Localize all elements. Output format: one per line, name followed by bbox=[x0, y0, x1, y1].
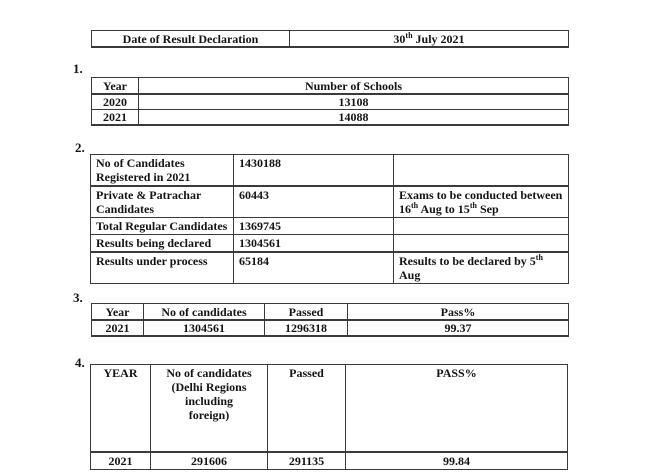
col-header-year: Year bbox=[92, 304, 144, 321]
passed-cell: 291135 bbox=[268, 452, 346, 470]
date-declaration-table bbox=[91, 30, 569, 48]
delhi-region-pass-table bbox=[90, 364, 568, 470]
col-header-year: Year bbox=[92, 78, 139, 95]
row-value-cell: 1430188 bbox=[234, 155, 394, 187]
table-header-row bbox=[92, 304, 569, 321]
table-row bbox=[92, 320, 569, 336]
year-cell: 2021 bbox=[92, 320, 144, 336]
date-declaration-label: Date of Result Declaration bbox=[92, 31, 290, 48]
date-value-text-rest: July 2021 bbox=[412, 31, 465, 46]
note-ordinal: th bbox=[411, 201, 419, 210]
col-header-pass-percent: Pass% bbox=[348, 304, 569, 321]
passed-cell: 1296318 bbox=[265, 320, 348, 336]
col-header-year: YEAR bbox=[91, 365, 151, 453]
date-declaration-value bbox=[290, 31, 569, 48]
col-header-number-of-schools: Number of Schools bbox=[139, 78, 569, 95]
row-value-cell: 60443 bbox=[234, 186, 394, 218]
schools-count-cell: 13108 bbox=[139, 94, 569, 110]
table-row bbox=[91, 452, 568, 470]
table-row bbox=[91, 155, 569, 187]
row-value-cell: 1304561 bbox=[234, 235, 394, 253]
year-cell: 2021 bbox=[92, 110, 139, 126]
section-4-number: 4. bbox=[75, 355, 85, 370]
table-row bbox=[92, 110, 569, 126]
table-header-row bbox=[91, 365, 568, 453]
section-2-number: 2. bbox=[75, 140, 85, 155]
candidates-cell: 1304561 bbox=[144, 320, 265, 336]
col-header-candidates-delhi-text: No of candidates (Delhi Regions including foreign) bbox=[166, 366, 252, 422]
pass-percent-cell: 99.84 bbox=[346, 452, 568, 470]
table-row bbox=[92, 31, 569, 48]
row-note-cell bbox=[394, 252, 569, 284]
row-note-cell bbox=[394, 155, 569, 187]
table-row bbox=[91, 252, 569, 284]
schools-count-cell: 14088 bbox=[139, 110, 569, 126]
section-1-number: 1. bbox=[73, 61, 83, 76]
table-row bbox=[92, 94, 569, 110]
note-ordinal: th bbox=[469, 201, 477, 210]
row-label-cell: Results under process bbox=[91, 252, 234, 284]
row-value-cell: 65184 bbox=[234, 252, 394, 284]
table-header-row bbox=[92, 78, 569, 95]
note-text: Exams to be conducted between 16 bbox=[399, 188, 563, 216]
note-text: Aug bbox=[399, 268, 421, 282]
col-header-candidates-delhi bbox=[151, 365, 268, 453]
candidates-summary-table bbox=[90, 154, 569, 284]
row-value-cell: 1369745 bbox=[234, 218, 394, 235]
row-label-cell: No of Candidates Registered in 2021 bbox=[91, 155, 234, 187]
col-header-passed: Passed bbox=[265, 304, 348, 321]
table-row bbox=[91, 218, 569, 235]
pass-summary-table bbox=[91, 303, 569, 337]
row-note-cell bbox=[394, 235, 569, 253]
row-note-cell bbox=[394, 218, 569, 235]
row-label-cell: Private & Patrachar Candidates bbox=[91, 186, 234, 218]
date-value-text: 30 bbox=[393, 31, 406, 46]
year-cell: 2021 bbox=[91, 452, 151, 470]
section-3-number: 3. bbox=[73, 290, 83, 305]
row-note-cell bbox=[394, 186, 569, 218]
table-row bbox=[91, 235, 569, 253]
note-text: Results to be declared by 5 bbox=[399, 254, 536, 268]
row-label-cell: Total Regular Candidates bbox=[91, 218, 234, 235]
candidates-cell: 291606 bbox=[151, 452, 268, 470]
table-row bbox=[91, 186, 569, 218]
col-header-candidates: No of candidates bbox=[144, 304, 265, 321]
note-ordinal: th bbox=[535, 253, 543, 262]
pass-percent-cell: 99.37 bbox=[348, 320, 569, 336]
col-header-passed: Passed bbox=[268, 365, 346, 453]
col-header-pass-percent: PASS% bbox=[346, 365, 568, 453]
note-text: Aug to 15 bbox=[418, 202, 470, 216]
schools-table bbox=[91, 77, 569, 126]
row-label-cell: Results being declared bbox=[91, 235, 234, 253]
date-value-ordinal: th bbox=[405, 30, 413, 40]
note-text: Sep bbox=[476, 202, 499, 216]
year-cell: 2020 bbox=[92, 94, 139, 110]
